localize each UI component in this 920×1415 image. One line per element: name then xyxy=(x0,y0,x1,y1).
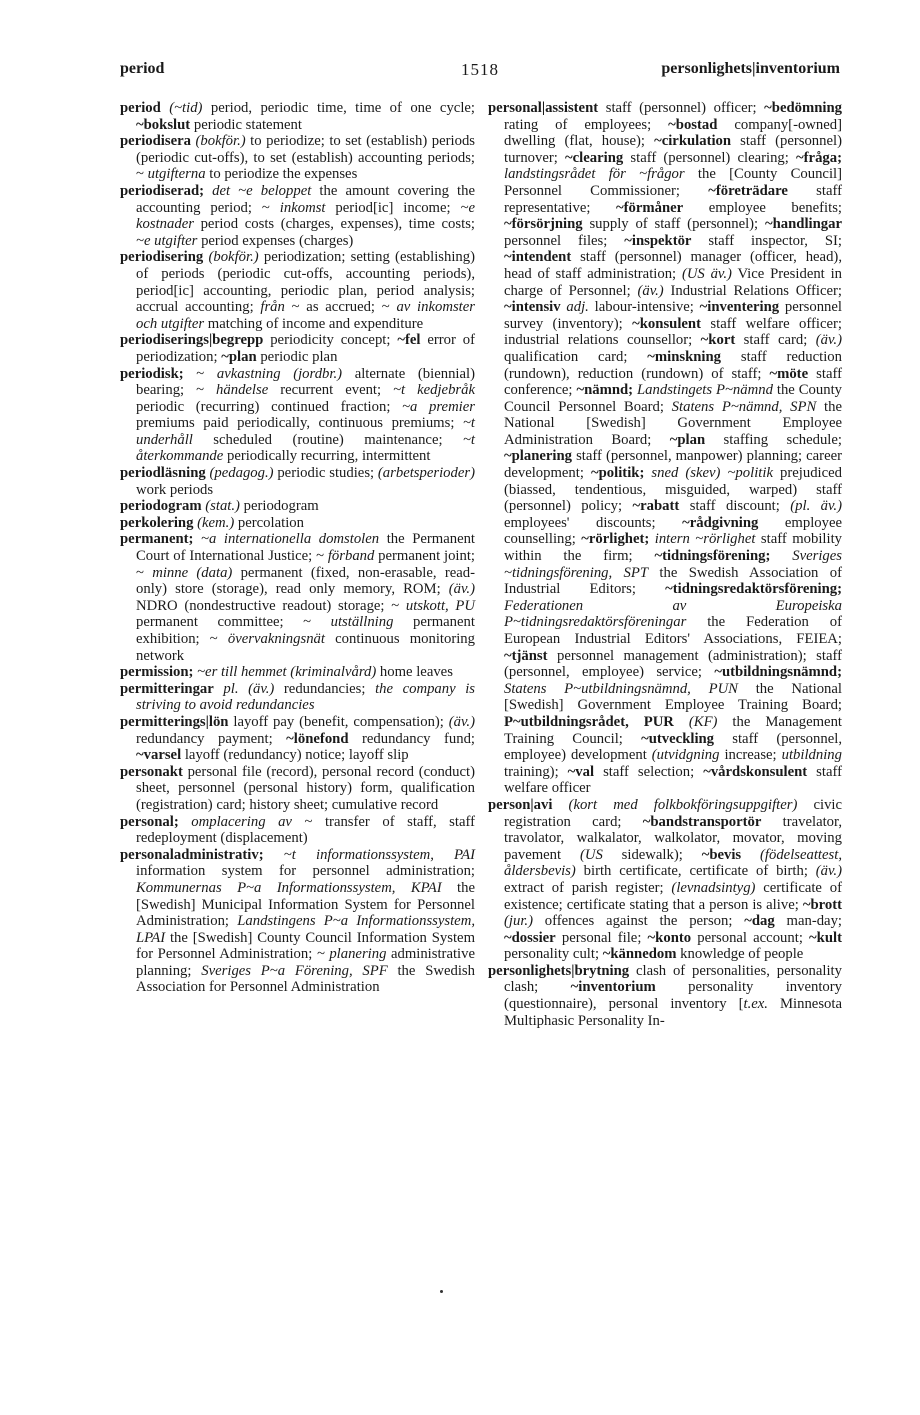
dictionary-entry: personaladministrativ; ~t informationssystem, PAI information system for personnel administration; Kommunernas P~a Informationssystem, KPAI the [Swedish] Municipal Information System for Personnel Administration; Landstingens P~a Informationssystem, LPAI the [Swedish] County Council Information System for Personnel Administration; ~ planering administrative planning; Sveriges P~a Förening, SPF the Swedish Association for Personnel Administration xyxy=(120,846,475,996)
dictionary-entry: periodiserings|begrepp periodicity concept; ~fel error of periodization; ~plan periodic plan xyxy=(120,332,475,365)
dictionary-entry: periodisering (bokför.) periodization; setting (establishing) of periods (periodic cut-offs, accounting periods), period[ic] accounting, periodic plan, period analysis; accrual accounting; från ~ as accrued; ~ av inkomster och utgifter matching of income and expenditure xyxy=(120,249,476,332)
dictionary-entry: periodisera (bokför.) to periodize; to set (establish) periods (periodic cut-offs), to set (establish) accounting periods; ~ utgifterna to periodize the expenses xyxy=(120,133,476,183)
page-mark xyxy=(440,1290,443,1293)
right-column xyxy=(488,100,842,1029)
page-number: 1518 xyxy=(461,60,499,79)
dictionary-entry: periodisk; ~ avkastning (jordbr.) alternate (biennial) bearing; ~ händelse recurrent event; ~t kedjebråk periodic (recurring) continued fraction; ~a premier premiums paid periodically, continuous premiums; ~t underhåll scheduled (routine) maintenance; ~t återkommande periodically recurring, intermittent xyxy=(120,365,475,465)
dictionary-entry: permission; ~er till hemmet (kriminalvård) home leaves xyxy=(120,664,453,681)
dictionary-entry: personakt personal file (record), personal record (conduct) sheet, personnel (personal history) form, qualification (registration) card; history sheet; cumulative record xyxy=(120,763,475,813)
dictionary-entry: periodiserad; det ~e beloppet the amount covering the accounting period; ~ inkomst period[ic] income; ~e kostnader period costs (charges, expenses), time costs; ~e utgifter period expenses (charges) xyxy=(120,182,476,249)
left-column xyxy=(120,100,475,996)
header-first-guideword: period xyxy=(120,60,165,77)
dictionary-entry: periodläsning (pedagog.) periodic studies; (arbetsperioder) work periods xyxy=(120,465,475,498)
running-header xyxy=(120,60,840,84)
dictionary-entry: personal; omplacering av ~ transfer of staff, staff redeployment (displacement) xyxy=(120,813,476,847)
dictionary-entry: period (~tid) period, periodic time, time of one cycle; ~bokslut periodic statement xyxy=(120,100,475,133)
dictionary-entry: perkolering (kem.) percolation xyxy=(120,514,304,531)
dictionary-entry: periodogram (stat.) periodogram xyxy=(120,498,319,515)
dictionary-entry: personlighets|brytning clash of personalities, personality clash; ~inventorium personality inventory (questionnaire), personal inventory [t.ex. Minnesota Multiphasic Personality In- xyxy=(488,962,842,1029)
header-last-guideword: personlighets|inventorium xyxy=(661,60,840,77)
dictionary-entry: personal|assistent staff (personnel) officer; ~bedömning rating of employees; ~bostad company[-owned] dwelling (flat, house); ~cirkulation staff (personnel) turnover; ~clearing staff (personnel) clearing; ~fråga; landstingsrådet för ~frågor the [County Council] Personnel Commissioner; ~företrädare staff representative; ~förmåner employee benefits; ~försörjning supply of staff (personnel); ~handlingar personnel files; ~inspektör staff inspector, SI; ~intendent staff (personnel) manager (officer, head), head of staff administration; (US äv.) Vice President in charge of Personnel; (äv.) Industrial Relations Officer; ~intensiv adj. labour-intensive; ~inventering personnel survey (inventory); ~konsulent staff welfare officer; industrial relations counsellor; ~kort staff card; (äv.) qualification card; ~minskning staff reduction (rundown), reduction (rundown) of staff; ~möte staff conference; ~nämnd; Landstingets P~nämnd the County Council Personnel Board; Statens P~nämnd, SPN the National [Swedish] Government Employee Administration Board; ~plan staffing schedule; ~planering staff (personnel, manpower) planning; career development; ~politik; sned (skev) ~politik prejudiced (biassed, tendentious, misguided, warped) staff (personnel) policy; ~rabatt staff discount; (pl. äv.) employees' discounts; ~rådgivning employee counselling; ~rörlighet; intern ~rörlighet staff mobility within the firm; ~tidningsförening; Sveriges ~tidningsförening, SPT the Swedish Association of Industrial Editors; ~tidningsredaktörsförening; Federationen av Europeiska P~tidningsredaktörsföreningar the Federation of European Industrial Editors' Associations, FEIEA; ~tjänst personnel management (administration); staff (personnel, employee) service; ~utbildningsnämnd; Statens P~utbildningsnämnd, PUN the National [Swedish] Government Employee Training Board; P~utbildningsrådet, PUR (KF) the Management Training Council; ~utveckling staff (personnel, employee) development (utvidgning increase; utbildning training); ~val staff selection; ~vårdskonsulent staff welfare officer xyxy=(488,100,843,797)
dictionary-entry: permanent; ~a internationella domstolen the Permanent Court of International Justice; ~ förband permanent joint; ~ minne (data) permanent (fixed, non-erasable, read-only) store (storage), read only memory, ROM; (äv.) NDRO (nondestructive readout) storage; ~ utskott, PU permanent committee; ~ utställning permanent exhibition; ~ övervakningsnät continuous monitoring network xyxy=(120,531,476,664)
dictionary-entry: person|avi (kort med folkbokföringsuppgifter) civic registration card; ~bandstransportör travelator, travolator, walkalator, walkolator, movator, moving pavement (US sidewalk); ~bevis (födelseattest, åldersbevis) birth certificate, certificate of birth; (äv.) extract of parish register; (levnadsintyg) certificate of existence; certificate stating that a person is alive; ~brott (jur.) offences against the person; ~dag man-day; ~dossier personal file; ~konto personal account; ~kult personality cult; ~kännedom knowledge of people xyxy=(488,796,843,963)
dictionary-entry: permitteringar pl. (äv.) redundancies; the company is striving to avoid redundancies xyxy=(120,680,476,714)
dictionary-entry: permitterings|lön layoff pay (benefit, compensation); (äv.) redundancy payment; ~lönefond redundancy fund; ~varsel layoff (redundancy) notice; layoff slip xyxy=(120,713,476,764)
